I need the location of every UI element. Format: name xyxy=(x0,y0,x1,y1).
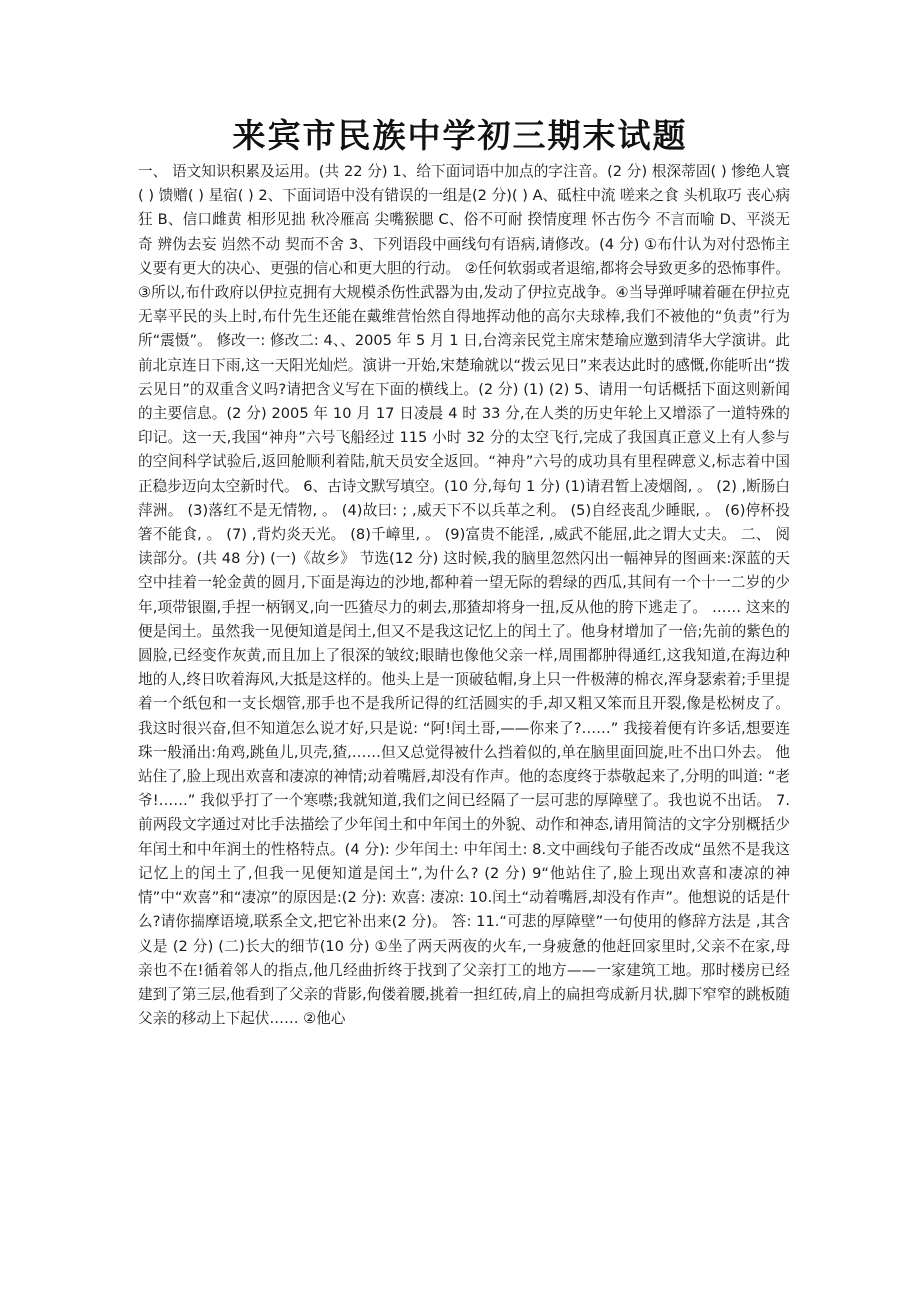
document-body-text xyxy=(138,160,790,1031)
document-title: 来宾市民族中学初三期末试题 xyxy=(232,116,688,155)
exam-content-paragraph: 一、 语文知识积累及运用。(共 22 分) 1、给下面词语中加点的字注音。(2 分) 根深蒂固( ) 惨绝人寰( ) 馈赠( ) 星宿( ) 2、下面词语中没有错误的一组是(2 分)( ) A、砥柱中流 嗟来之食 头机取巧 丧心病狂 B、信口雌黄 相形见拙 秋冷雁高 尖嘴猴腮 C、俗不可耐 揆情度理 怀古伤今 不言而喻 D、平淡无奇 辨伪去妄 岿然不动 契而不舍 3、下列语段中画线句有语病,请修改。(4 分) ①布什认为对付恐怖主义要有更大的决心、更强的信心和更大胆的行动。 ②任何软弱或者退缩,都将会导致更多的恐怖事件。 ③所以,布什政府以伊拉克拥有大规模杀伤性武器为由,发动了伊拉克战争。④当导弹呼啸着砸在伊拉克无辜平民的头上时,布什先生还能在戴维营怡然自得地挥动他的高尔夫球棒,我们不被他的“负责”行为所“震慑”。 修改一: 修改二: 4、、2005 年 5 月 1 日,台湾亲民党主席宋楚瑜应邀到清华大学演讲。此前北京连日下雨,这一天阳光灿烂。演讲一开始,宋楚瑜就以“拨云见日”来表达此时的感慨,你能听出“拨云见日”的双重含义吗?请把含义写在下面的横线上。(2 分) (1) (2) 5、请用一句话概括下面这则新闻的主要信息。(2 分) 2005 年 10 月 17 日凌晨 4 时 33 分,在人类的历史年轮上又增添了一道特殊的印记。这一天,我国“神舟”六号飞船经过 115 小时 32 分的太空飞行,完成了我国真正意义上有人参与的空间科学试验后,返回舱顺利着陆,航天员安全返回。“神舟”六号的成功具有里程碑意义,标志着中国正稳步迈向太空新时代。 6、古诗文默写填空。(10 分,每句 1 分) (1)请君暂上凌烟阁, 。 (2) ,断肠白萍洲。 (3)落红不是无情物, 。 (4)故曰: ; ,威天下不以兵革之利。 (5)自经丧乱少睡眠, 。 (6)停杯投箸不能食, 。 (7) ,背灼炎天光。 (8)千嶂里, 。 (9)富贵不能淫, ,威武不能屈,此之谓大丈夫。 二、 阅读部分。(共 48 分) (一)《故乡》 节选(12 分) 这时候,我的脑里忽然闪出一幅神异的图画来:深蓝的天空中挂着一轮金黄的圆月,下面是海边的沙地,都种着一望无际的碧绿的西瓜,其间有一个十一二岁的少年,项带银圈,手捏一柄钢叉,向一匹猹尽力的刺去,那猹却将身一扭,反从他的胯下逃走了。 …… 这来的便是闰土。虽然我一见便知道是闰土,但又不是我这记忆上的闰土了。他身材增加了一倍;先前的紫色的圆脸,已经变作灰黄,而且加上了很深的皱纹;眼睛也像他父亲一样,周围都肿得通红,这我知道,在海边种地的人,终日吹着海风,大抵是这样的。他头上是一顶破毡帽,身上只一件极薄的棉衣,浑身瑟索着;手里提着一个纸包和一支长烟管,那手也不是我所记得的红活圆实的手,却又粗又笨而且开裂,像是松树皮了。 我这时很兴奋,但不知道怎么说才好,只是说: “阿!闰土哥,——你来了?……” 我接着便有许多话,想要连珠一般涌出:角鸡,跳鱼儿,贝壳,猹,……但又总觉得被什么挡着似的,单在脑里面回旋,吐不出口外去。 他站住了,脸上现出欢喜和凄凉的神情;动着嘴唇,却没有作声。他的态度终于恭敬起来了,分明的叫道: “老爷!……” 我似乎打了一个寒噤;我就知道,我们之间已经隔了一层可悲的厚障壁了。我也说不出话。 7.前两段文字通过对比手法描绘了少年闰土和中年闰土的外貌、动作和神态,请用简洁的文字分别概括少年闰土和中年润土的性格特点。(4 分): 少年闰土: 中年闰土: 8.文中画线句子能否改成“虽然不是我这记忆上的闰土了,但我一见便知道是闰土”,为什么? (2 分) 9“他站住了,脸上现出欢喜和凄凉的神情”中“欢喜”和“凄凉”的原因是:(2 分): 欢喜: 凄凉: 10.闰土“动着嘴唇,却没有作声”。他想说的话是什么?请你揣摩语境,联系全文,把它补出来(2 分)。 答: 11.“可悲的厚障壁”一句使用的修辞方法是 ,其含义是 (2 分) (二)长大的细节(10 分) ①坐了两天两夜的火车,一身疲惫的他赶回家里时,父亲不在家,母亲也不在!循着邻人的指点,他几经曲折终于找到了父亲打工的地方——一家建筑工地。那时楼房已经建到了第三层,他看到了父亲的背影,佝偻着腰,挑着一担红砖,肩上的扁担弯成新月状,脚下窄窄的跳板随父亲的移动上下起伏…… ②他心 xyxy=(138,163,790,1028)
